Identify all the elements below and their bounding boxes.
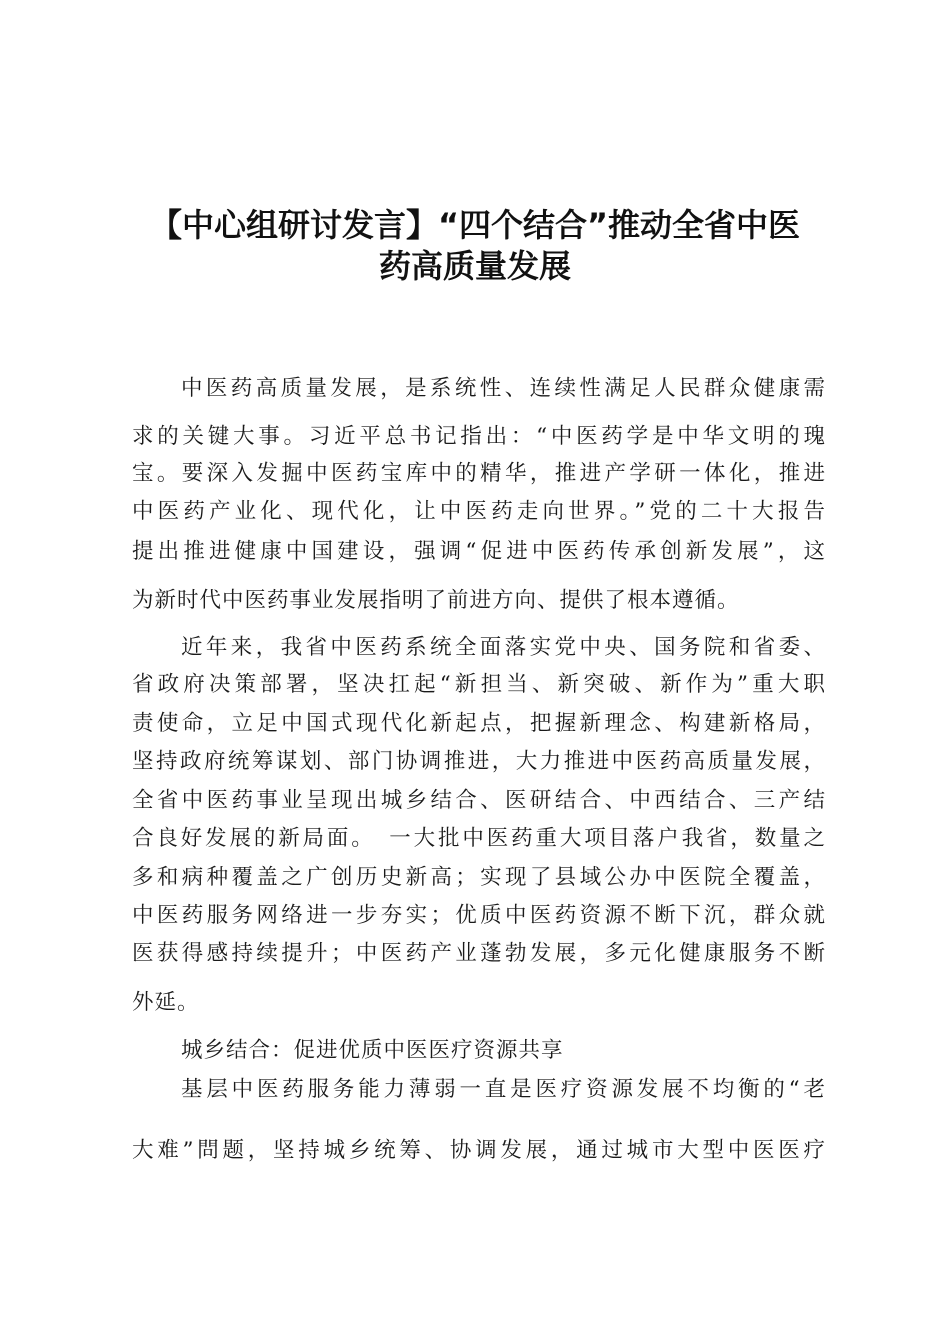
body-line: 坚持政府统筹谋划、部门协调推进，大力推进中医药高质量发展， — [132, 749, 826, 774]
section-heading: 城乡结合：促进优质中医医疗资源共享 — [181, 1038, 564, 1063]
body-line: 求的关键大事。习近平总书记指出：“中医药学是中华文明的瑰 — [132, 424, 826, 449]
body-line: 基层中医药服务能力薄弱一直是医疗资源发展不均衡的“老 — [181, 1077, 826, 1102]
body-line: 大难”問题，坚持城乡统筹、协调发展，通过城市大型中医医疗 — [132, 1138, 826, 1163]
body-line: 为新时代中医药事业发展指明了前进方向、提供了根本遵循。 — [132, 588, 740, 613]
document-title-line-2: 药高质量发展 — [378, 247, 571, 285]
body-line: 近年来，我省中医药系统全面落实党中央、国务院和省委、 — [181, 635, 826, 660]
body-line: 中医药高质量发展，是系统性、连续性满足人民群众健康需 — [181, 376, 826, 401]
body-line: 中医药产业化、现代化，让中医药走向世界。”党的二十大报告 — [132, 499, 826, 524]
body-line: 合良好发展的新局面。 一大批中医药重大项目落户我省，数量之 — [132, 826, 826, 851]
body-line: 省政府决策部署，坚决扛起“新担当、新突破、新作为”重大职 — [132, 672, 826, 697]
body-line: 全省中医药事业呈现出城乡结合、医研结合、中西结合、三产结 — [132, 788, 826, 813]
document-title-line-1: 【中心组研讨发言】“四个结合”推动全省中医 — [149, 206, 801, 244]
body-line: 中医药服务网络进一步夯实；优质中医药资源不断下沉，群众就 — [132, 903, 826, 928]
body-line: 责使命，立足中国式现代化新起点，把握新理念、构建新格局， — [132, 711, 826, 736]
body-line: 宝。要深入发掘中医药宝库中的精华，推进产学研一体化，推进 — [132, 461, 826, 486]
body-line: 多和病种覆盖之广创历史新高；实现了县域公办中医院全覆盖， — [132, 865, 826, 890]
body-line: 医获得感持续提升；中医药产业蓬勃发展，多元化健康服务不断 — [132, 941, 826, 966]
body-line: 提出推进健康中国建设，强调“促进中医药传承创新发展”，这 — [132, 539, 826, 564]
body-line: 外延。 — [132, 990, 200, 1015]
